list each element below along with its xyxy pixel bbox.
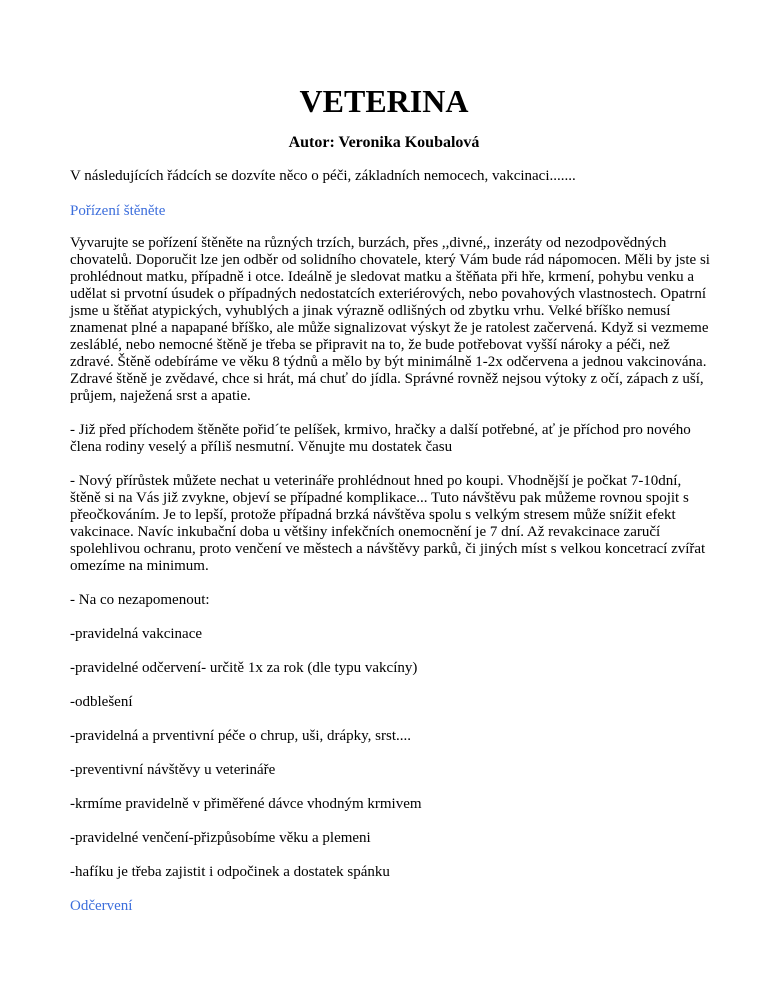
paragraph-porizeni: Vyvarujte se pořízení štěněte na různých trzích, burzách, přes ,,divné,, inzeráty od nezodpovědných chovatelů. Doporučit lze jen odběr od solidního chovatele, který Vám bude rád nápomocen. Měli by jste si prohlédnout matku, případně i otce. Ideálně je sledovat matku a štěňata při hře, krmení, pohybu venku a udělat si prvotní úsudek o případných nedostatcích exteriérových, nebo povahových vlastnostech. Opatrní jsme u štěňat atypických, vyhublých a jinak výrazně odlišných od zbytku vrhu. Velké bříško nemusí znamenat plné a napapané bříško, ale může signalizovat výskyt že je ratolest začervená. Když si vezmeme zesláblé, nebo nemocné štěně je třeba se připravit na to, že bude potřebovat vyšší nároky a péči, než zdravé. Štěně odebíráme ve věku 8 týdnů a mělo by být minimálně 1-2x odčervena a jednou vakcinována. Zdravé štěně je zvědavé, chce si hrát, má chuť do jídla. Správné rovněž nejsou výtoky z očí, zápach z uší, průjem, naježená srst a apatie. — [70, 235, 710, 404]
document-title: VETERINA — [299, 83, 469, 119]
section-link-odcerveni[interactable]: Odčervení — [70, 898, 133, 914]
list-item: -pravidelné odčervení- určitě 1x za rok (dle typu vakcíny) — [70, 660, 418, 676]
list-item: -pravidelná a prventivní péče o chrup, uši, drápky, srst.... — [70, 728, 412, 744]
intro-paragraph: V následujících řádcích se dozvíte něco o péči, základních nemocech, vakcinaci....... — [70, 168, 576, 184]
paragraph-na-co-nezapomenout: - Na co nezapomenout: — [70, 592, 210, 608]
list-item: -pravidelná vakcinace — [70, 626, 203, 642]
author-line: Autor: Veronika Koubalová — [288, 134, 480, 151]
paragraph-novy-prirustek: - Nový přírůstek můžete nechat u veterináře prohlédnout hned po koupi. Vhodnější je počkat 7-10dní, štěně si na Vás již zvykne, objeví se případné komplikace... Tuto návštěvu pak můžeme rovnou spojit s přeočkováním. Je to lepší, protože případná brzká návštěva spolu s velkým stresem může snížit efekt vakcinace. Navíc inkubační doba u většiny infekčních onemocnění je 7 dní. Až revakcinace zaručí spolehlivou ochranu, proto venčení ve městech a návštěvy parků, či jiných míst s velkou koncetrací zvířat omezíme na minimum. — [70, 473, 706, 574]
list-item: -krmíme pravidelně v přiměřené dávce vhodným krmivem — [70, 796, 422, 812]
list-item: -odblešení — [70, 694, 133, 710]
list-item: -pravidelné venčení-přizpůsobíme věku a plemeni — [70, 830, 371, 846]
document-body — [70, 168, 710, 930]
list-item: -hafíku je třeba zajistit i odpočinek a dostatek spánku — [70, 864, 390, 880]
section-link-porizeni-stenete[interactable]: Pořízení štěněte — [70, 203, 166, 219]
list-item: -preventivní návštěvy u veterináře — [70, 762, 276, 778]
paragraph-pred-prichodem: - Již před příchodem štěněte pořid´te pelíšek, krmivo, hračky a další potřebné, ať je příchod pro nového člena rodiny veselý a příliš nesmutní. Věnujte mu dostatek času — [70, 422, 691, 455]
